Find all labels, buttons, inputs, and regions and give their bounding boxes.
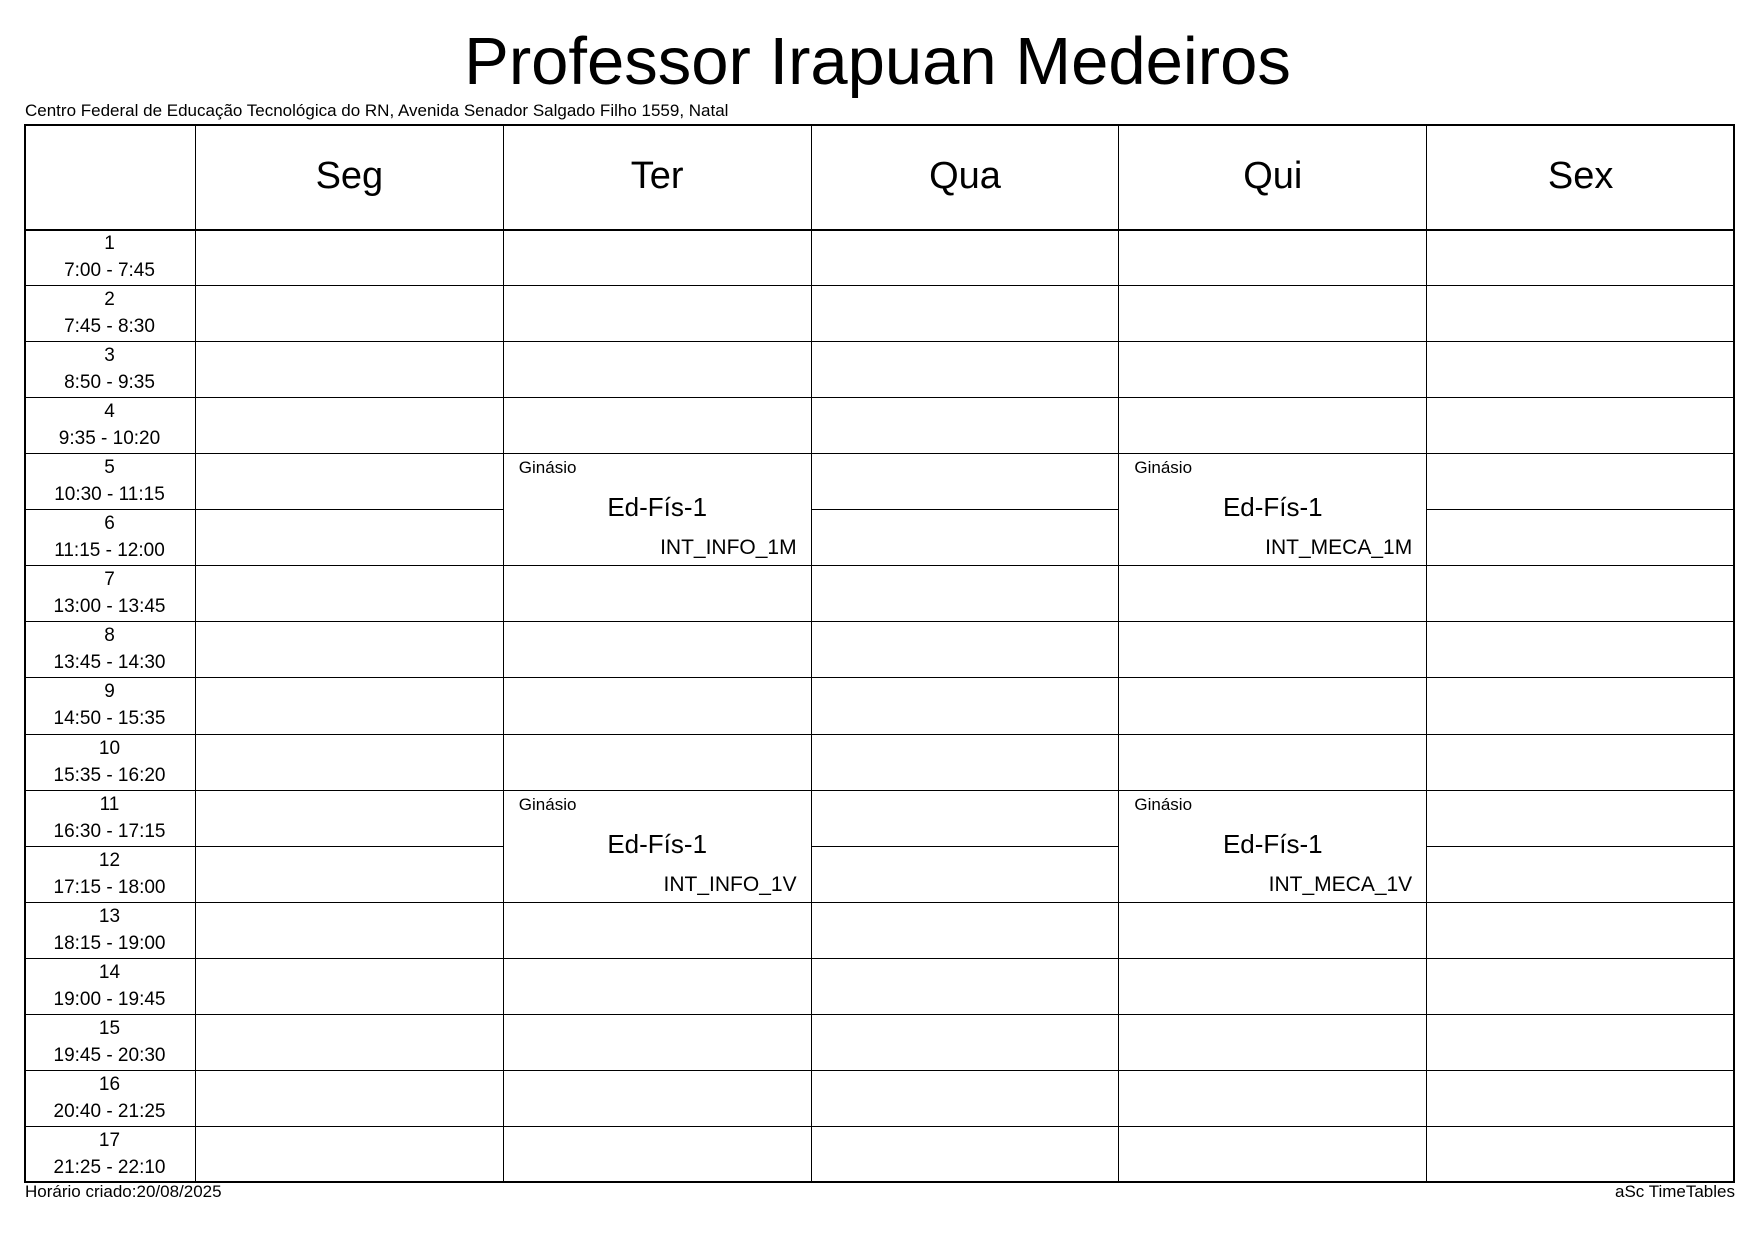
- period-number: 2: [104, 289, 115, 311]
- slot-cell[interactable]: [1427, 566, 1735, 622]
- slot-cell[interactable]: [812, 1071, 1120, 1127]
- slot-cell[interactable]: [1427, 1015, 1735, 1071]
- slot-cell[interactable]: [1119, 903, 1427, 959]
- period-label: [24, 959, 196, 1015]
- slot-cell[interactable]: [1427, 398, 1735, 454]
- period-time: 18:15 - 19:00: [53, 932, 166, 954]
- slot-cell[interactable]: [196, 1071, 504, 1127]
- period-label: [24, 847, 196, 903]
- slot-cell[interactable]: [504, 566, 812, 622]
- slot-cell[interactable]: [812, 791, 1120, 847]
- slot-cell[interactable]: [812, 903, 1120, 959]
- period-label: [24, 1015, 196, 1071]
- slot-cell[interactable]: [1119, 735, 1427, 791]
- slot-cell[interactable]: [1119, 1015, 1427, 1071]
- slot-cell[interactable]: [1119, 342, 1427, 398]
- slot-cell[interactable]: [1427, 454, 1735, 510]
- slot-cell[interactable]: [1119, 286, 1427, 342]
- slot-cell[interactable]: [196, 510, 504, 566]
- period-number: 10: [98, 737, 121, 759]
- slot-cell[interactable]: [504, 903, 812, 959]
- created-date: Horário criado:20/08/2025: [25, 1182, 222, 1201]
- period-time: 21:25 - 22:10: [53, 1156, 166, 1178]
- period-time: 17:15 - 18:00: [53, 876, 166, 898]
- period-number: 12: [98, 849, 121, 871]
- slot-cell[interactable]: [196, 735, 504, 791]
- period-time: 14:50 - 15:35: [53, 708, 166, 730]
- header-divider: [24, 229, 1735, 231]
- slot-cell[interactable]: [1119, 1071, 1427, 1127]
- slot-cell[interactable]: [504, 678, 812, 734]
- period-number: 8: [104, 625, 115, 647]
- slot-cell[interactable]: [1427, 1127, 1735, 1183]
- slot-cell[interactable]: [812, 1015, 1120, 1071]
- period-label: [24, 1071, 196, 1127]
- slot-cell[interactable]: [196, 959, 504, 1015]
- slot-cell[interactable]: [1119, 1127, 1427, 1183]
- period-number: 13: [98, 905, 121, 927]
- slot-cell[interactable]: [1427, 791, 1735, 847]
- period-time: 13:45 - 14:30: [53, 652, 166, 674]
- period-label: [24, 286, 196, 342]
- period-label: [24, 342, 196, 398]
- period-number: 7: [104, 569, 115, 591]
- slot-cell[interactable]: [1427, 342, 1735, 398]
- slot-cell[interactable]: [504, 622, 812, 678]
- lesson-subject: Ed-Fís-1: [607, 492, 708, 523]
- slot-cell[interactable]: [504, 286, 812, 342]
- period-time: 9:35 - 10:20: [58, 428, 161, 450]
- period-number: 11: [99, 793, 120, 815]
- corner-cell: [24, 124, 196, 230]
- day-header: Qui: [1119, 124, 1427, 230]
- slot-cell[interactable]: [504, 1071, 812, 1127]
- slot-cell[interactable]: [1427, 678, 1735, 734]
- period-time: 11:15 - 12:00: [54, 540, 165, 562]
- slot-cell[interactable]: [1427, 903, 1735, 959]
- slot-cell[interactable]: [812, 622, 1120, 678]
- slot-cell[interactable]: [1427, 1071, 1735, 1127]
- page-title: Professor Irapuan Medeiros: [464, 24, 1291, 99]
- slot-cell[interactable]: [1119, 230, 1427, 286]
- period-time: 10:30 - 11:15: [54, 484, 165, 506]
- period-number: 3: [104, 345, 115, 367]
- slot-cell[interactable]: [196, 566, 504, 622]
- slot-cell[interactable]: [812, 342, 1120, 398]
- slot-cell[interactable]: [1427, 286, 1735, 342]
- period-time: 20:40 - 21:25: [53, 1100, 166, 1122]
- lesson-subject: Ed-Fís-1: [1222, 828, 1323, 859]
- slot-cell[interactable]: [196, 398, 504, 454]
- slot-cell[interactable]: [196, 622, 504, 678]
- period-number: 1: [104, 233, 115, 254]
- slot-cell[interactable]: [196, 791, 504, 847]
- period-label: [24, 791, 196, 847]
- day-header: Qua: [812, 124, 1120, 230]
- period-number: 17: [98, 1129, 121, 1151]
- slot-cell[interactable]: [196, 847, 504, 903]
- period-label: [24, 678, 196, 734]
- period-label: [24, 230, 196, 286]
- period-time: 13:00 - 13:45: [53, 596, 166, 618]
- slot-cell[interactable]: [504, 959, 812, 1015]
- period-time: 8:50 - 9:35: [64, 372, 155, 394]
- slot-cell[interactable]: [1427, 959, 1735, 1015]
- slot-cell[interactable]: [504, 1127, 812, 1183]
- lesson-room: Ginásio: [518, 458, 577, 478]
- slot-cell[interactable]: [196, 903, 504, 959]
- slot-cell[interactable]: [812, 847, 1120, 903]
- period-time: 19:00 - 19:45: [53, 988, 166, 1010]
- slot-cell[interactable]: [196, 342, 504, 398]
- slot-cell[interactable]: [1427, 735, 1735, 791]
- slot-cell[interactable]: [812, 566, 1120, 622]
- slot-cell[interactable]: [812, 398, 1120, 454]
- slot-cell[interactable]: [812, 510, 1120, 566]
- period-label: [24, 398, 196, 454]
- slot-cell[interactable]: [504, 1015, 812, 1071]
- period-label: [24, 903, 196, 959]
- slot-cell[interactable]: [196, 230, 504, 286]
- period-label: [24, 622, 196, 678]
- lesson-card[interactable]: [1119, 791, 1427, 903]
- period-time: 19:45 - 20:30: [53, 1044, 166, 1066]
- slot-cell[interactable]: [1119, 398, 1427, 454]
- period-label: [24, 454, 196, 510]
- period-number: 5: [104, 457, 115, 479]
- period-time: 7:45 - 8:30: [64, 316, 155, 338]
- slot-cell[interactable]: [812, 286, 1120, 342]
- slot-cell[interactable]: [504, 735, 812, 791]
- period-time: 16:30 - 17:15: [53, 820, 166, 842]
- lesson-card[interactable]: [504, 791, 812, 903]
- slot-cell[interactable]: [196, 286, 504, 342]
- lesson-group: INT_INFO_1V: [663, 872, 797, 896]
- lesson-room: Ginásio: [1134, 794, 1193, 814]
- slot-cell[interactable]: [812, 678, 1120, 734]
- slot-cell[interactable]: [812, 230, 1120, 286]
- slot-cell[interactable]: [1119, 678, 1427, 734]
- slot-cell[interactable]: [196, 454, 504, 510]
- slot-cell[interactable]: [196, 1127, 504, 1183]
- period-label: [24, 735, 196, 791]
- period-label: [24, 510, 196, 566]
- lesson-room: Ginásio: [518, 794, 577, 814]
- slot-cell[interactable]: [504, 342, 812, 398]
- period-number: 16: [98, 1073, 121, 1095]
- day-header: Seg: [196, 124, 504, 230]
- lesson-group: INT_MECA_1M: [1265, 536, 1413, 560]
- period-time: 7:00 - 7:45: [64, 260, 155, 281]
- slot-cell[interactable]: [1427, 510, 1735, 566]
- lesson-group: INT_INFO_1M: [660, 536, 797, 560]
- slot-cell[interactable]: [812, 454, 1120, 510]
- lesson-card[interactable]: [504, 454, 812, 566]
- slot-cell[interactable]: [1427, 847, 1735, 903]
- period-label: [24, 1127, 196, 1183]
- slot-cell[interactable]: [812, 735, 1120, 791]
- lesson-card[interactable]: [1119, 454, 1427, 566]
- lesson-subject: Ed-Fís-1: [607, 828, 708, 859]
- period-number: 9: [104, 681, 115, 703]
- slot-cell[interactable]: [1119, 622, 1427, 678]
- lesson-subject: Ed-Fís-1: [1222, 492, 1323, 523]
- slot-cell[interactable]: [196, 1015, 504, 1071]
- slot-cell[interactable]: [504, 398, 812, 454]
- slot-cell[interactable]: [196, 678, 504, 734]
- slot-cell[interactable]: [1427, 622, 1735, 678]
- slot-cell[interactable]: [1119, 959, 1427, 1015]
- period-time: 15:35 - 16:20: [53, 764, 166, 786]
- slot-cell[interactable]: [504, 230, 812, 286]
- slot-cell[interactable]: [812, 1127, 1120, 1183]
- day-header: Sex: [1427, 124, 1735, 230]
- period-label: [24, 566, 196, 622]
- period-number: 14: [98, 961, 121, 983]
- brand-label: aSc TimeTables: [1615, 1182, 1735, 1201]
- slot-cell[interactable]: [1427, 230, 1735, 286]
- period-number: 4: [104, 401, 115, 423]
- school-address: Centro Federal de Educação Tecnológica do RN, Avenida Senador Salgado Filho 1559, Natal: [25, 101, 729, 120]
- period-number: 6: [104, 513, 115, 535]
- slot-cell[interactable]: [1119, 566, 1427, 622]
- lesson-room: Ginásio: [1134, 458, 1193, 478]
- lesson-group: INT_MECA_1V: [1268, 872, 1413, 896]
- slot-cell[interactable]: [812, 959, 1120, 1015]
- period-number: 15: [98, 1017, 121, 1039]
- day-header: Ter: [504, 124, 812, 230]
